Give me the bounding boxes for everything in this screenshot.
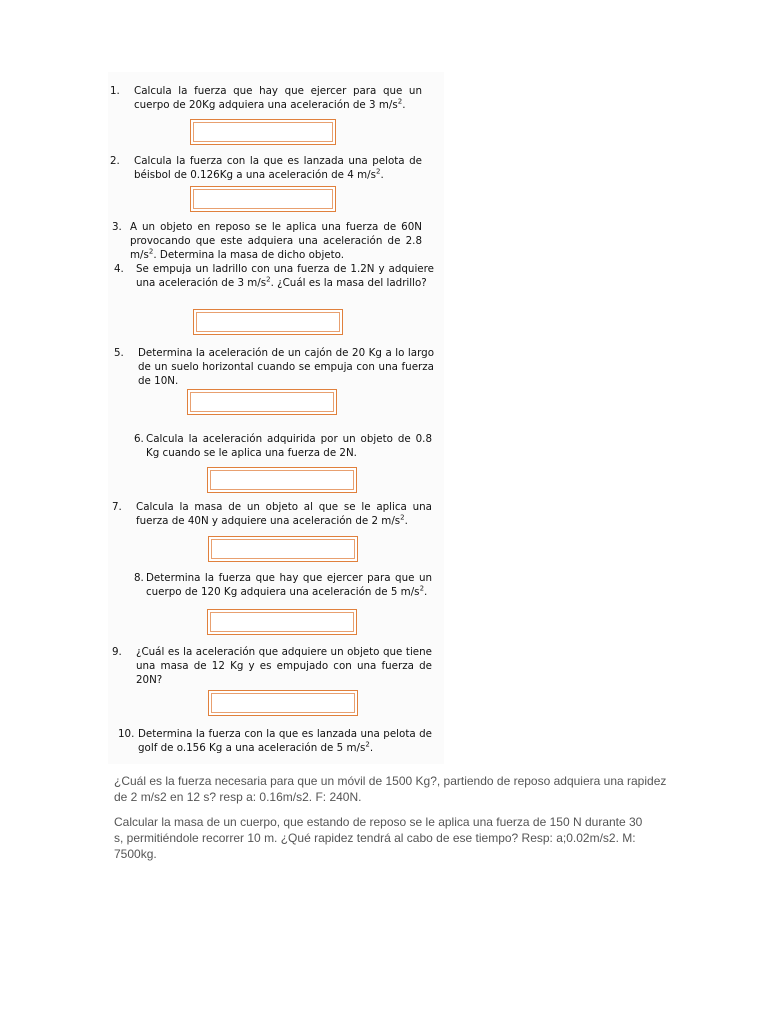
question-3: 3. A un objeto en reposo se le aplica una fuerza de 60N provocando que este adquiera una aceleración de 2.8 $m/s^2$. Determina la masa de dicho objeto. [112,221,422,261]
question-9: 9. ¿Cuál es la aceleración que adquiere un objeto que tiene una masa de 12 Kg y es empujado con una fuerza de 20N? [112,646,432,686]
question-number: 3. [112,221,122,233]
answer-box-8[interactable] [207,609,357,635]
question-7: 7. Calcula la masa de un objeto al que se le aplica una fuerza de 40N y adquiere una aceleración de 2 $m/s^2$. [112,501,432,527]
question-number: 2. [110,155,120,167]
question-number: 1. [110,85,120,97]
answer-box-4[interactable] [193,309,343,335]
problem-paragraph-1: ¿Cuál es la fuerza necesaria para que un móvil de 1500 Kg?, partiendo de reposo adquiera una rapidez de 2 m/s2 en 12 s? resp a: 0.16m/s2. F: 240N. [114,774,667,804]
problem-paragraph-2: Calcular la masa de un cuerpo, que estando de reposo se le aplica una fuerza de 150 N durante 30 s, permitiéndole recorrer 10 m. ¿Qué rapidez tendrá al cabo de ese tiempo? Resp: a;0.02m/s2. M: 7500kg. [114,815,643,861]
question-6: 6. Calcula la aceleración adquirida por un objeto de 0.8 Kg cuando se le aplica una fuerza de 2N. [134,433,432,459]
question-number: 10. [118,728,135,740]
answer-box-6[interactable] [207,467,357,493]
answer-box-1[interactable] [190,119,336,145]
question-number: 5. [114,347,124,359]
answer-box-5[interactable] [187,389,337,415]
answer-box-9[interactable] [208,690,358,716]
question-number: 4. [114,263,124,275]
question-number: 8. [134,572,144,584]
question-4: 4. Se empuja un ladrillo con una fuerza de 1.2N y adquiere una aceleración de 3 $m/s^2$. ¿Cuál es la masa del ladrillo? [114,263,434,289]
question-2: 2. Calcula la fuerza con la que es lanzada una pelota de béisbol de 0.126Kg a una aceleración de 4 $m/s^2$. [110,155,422,181]
question-number: 6. [134,433,144,445]
question-1: 1. Calcula la fuerza que hay que ejercer para que un cuerpo de 20Kg adquiera una aceleración de 3 $m/s^2$. [110,85,422,111]
question-number: 9. [112,646,122,658]
question-number: 7. [112,501,122,513]
question-10: 10. Determina la fuerza con la que es lanzada una pelota de golf de o.156 Kg a una aceleración de 5 $m/s^2$. [118,728,432,754]
answer-box-2[interactable] [190,186,336,212]
question-8: 8. Determina la fuerza que hay que ejercer para que un cuerpo de 120 Kg adquiera una aceleración de 5 $m/s^2$. [134,572,432,598]
question-5: 5. Determina la aceleración de un cajón de 20 Kg a lo largo de un suelo horizontal cuando se empuja con una fuerza de 10N. [114,347,434,387]
answer-box-7[interactable] [208,536,358,562]
